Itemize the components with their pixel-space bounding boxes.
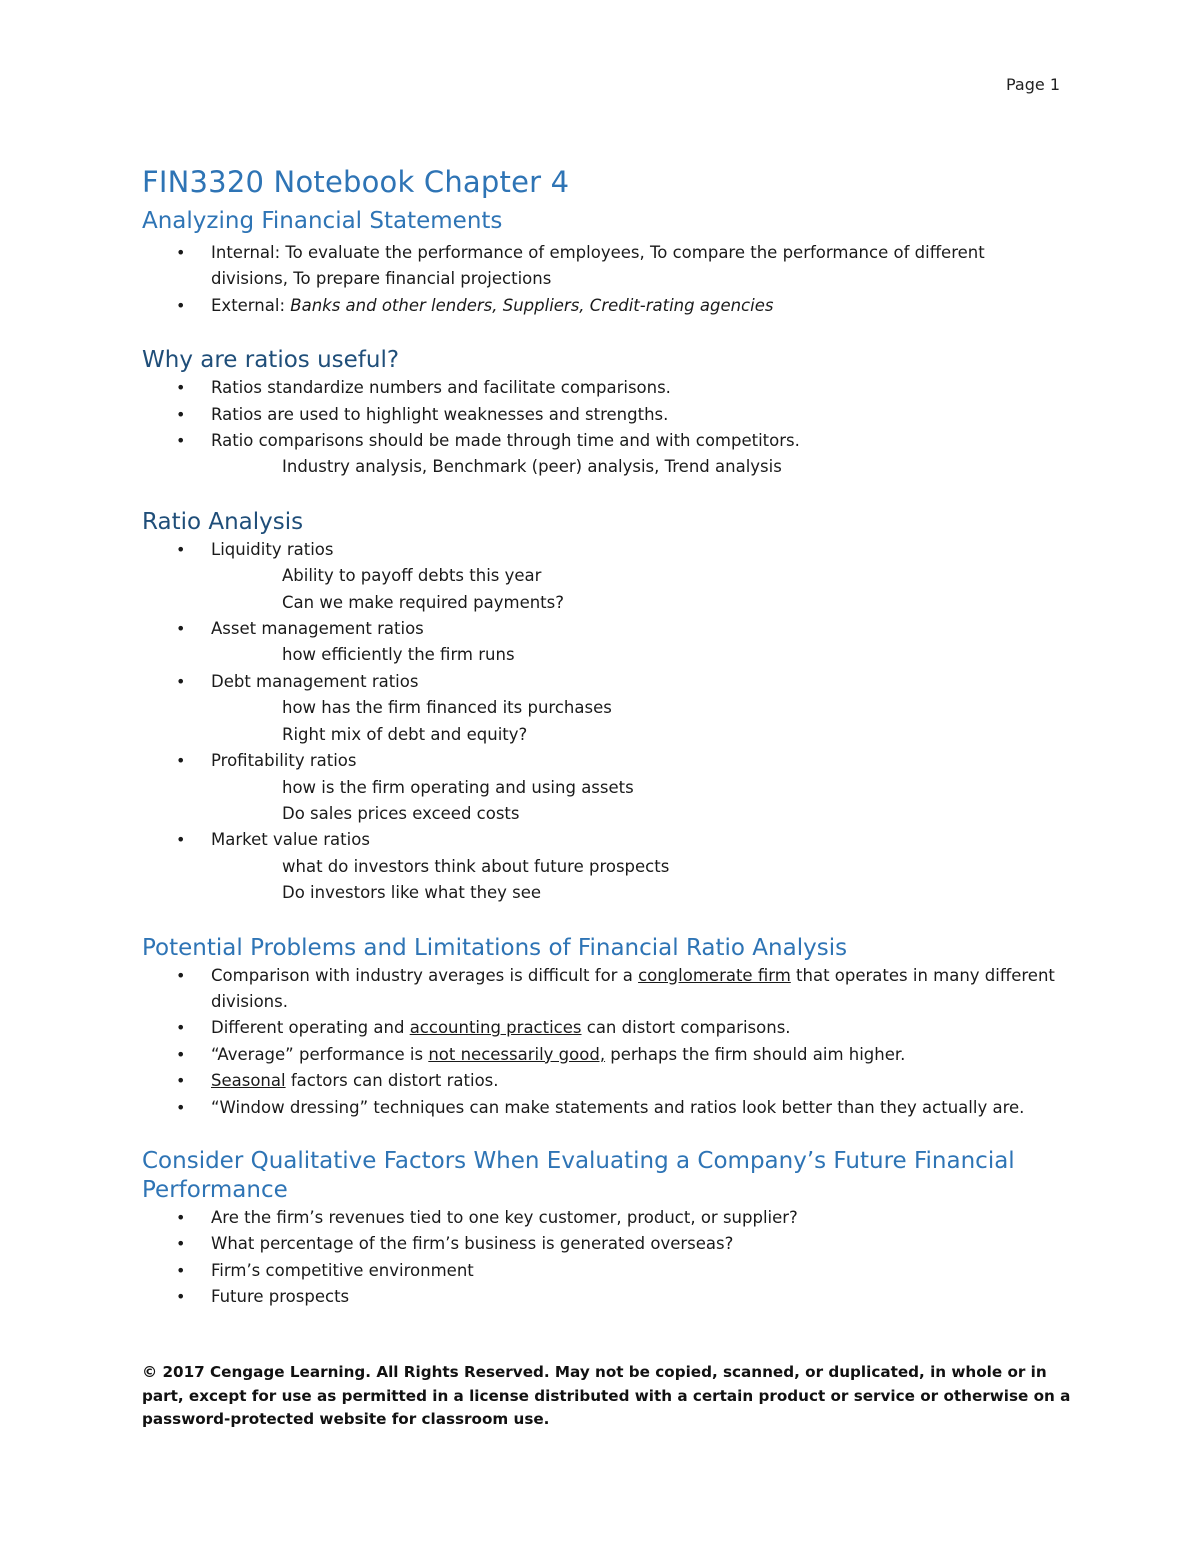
section-heading-why: Why are ratios useful? — [142, 347, 400, 374]
list-item-text-post: that operates in many different divisions. — [211, 965, 1055, 1011]
list-item-text: Firm’s competitive environment — [211, 1260, 474, 1280]
bullet-icon: • — [176, 539, 186, 559]
sub-item: Industry analysis, Benchmark (peer) analysis, Trend analysis — [282, 457, 782, 477]
list-item-text-post: perhaps the firm should aim higher. — [605, 1044, 906, 1064]
sub-item: what do investors think about future prospects — [282, 856, 670, 876]
list-item — [142, 827, 1062, 906]
bullet-icon: • — [176, 1018, 186, 1038]
bullet-icon: • — [176, 965, 186, 985]
copyright-footer: © 2017 Cengage Learning. All Rights Reserved. May not be copied, scanned, or duplicated, in whole or in part, except for use as permitted in a license distributed with a certain product or service or otherwise on a password-protected website for classroom use. — [142, 1363, 1071, 1428]
sub-item: how efficiently the firm runs — [282, 645, 515, 665]
list-item — [142, 1015, 1062, 1041]
bullet-icon: • — [176, 431, 186, 451]
sub-item-list — [211, 775, 1062, 828]
list-item — [142, 293, 1062, 319]
section-heading-ratio-analysis: Ratio Analysis — [142, 508, 304, 535]
bullet-icon: • — [176, 830, 186, 850]
bullet-icon: • — [176, 671, 186, 691]
section-heading-qualitative: Consider Qualitative Factors When Evaluating a Company’s Future Financial Performance — [142, 1147, 1015, 1203]
list-item-text-post: can distort comparisons. — [581, 1018, 791, 1038]
list-item-text-pre: Comparison with industry averages is difficult for a — [211, 965, 639, 985]
bullet-icon: • — [176, 1260, 186, 1280]
list-item-text-pre: Different operating and — [211, 1018, 410, 1038]
list-item-text: Liquidity ratios — [211, 539, 334, 559]
page-number: Page 1 — [1006, 75, 1060, 94]
list-item — [142, 1095, 1062, 1121]
document-title: FIN3320 Notebook Chapter 4 — [142, 165, 570, 199]
list-item-text: Asset management ratios — [211, 619, 424, 639]
list-item — [142, 1068, 1062, 1094]
list-item-text: Profitability ratios — [211, 751, 357, 771]
bullet-icon: • — [176, 295, 186, 315]
list-item — [142, 537, 1062, 616]
internal-label: Internal: — [211, 243, 286, 262]
list-item — [142, 428, 1062, 481]
list-item — [142, 748, 1062, 827]
sub-item-list — [211, 454, 1062, 480]
list-item-text: Ratios are used to highlight weaknesses and strengths. — [211, 404, 669, 424]
list-item-text-pre: “Average” performance is — [211, 1044, 429, 1064]
external-text: Banks and other lenders, Suppliers, Credit-rating agencies — [290, 295, 774, 315]
section-qualitative — [142, 1147, 1062, 1311]
sub-item: how has the firm financed its purchases — [282, 698, 612, 718]
section-heading-analyzing: Analyzing Financial Statements — [142, 208, 503, 234]
bullet-icon: • — [176, 1287, 186, 1307]
underlined-term: accounting practices — [409, 1018, 582, 1038]
list-item — [142, 963, 1062, 1016]
bullet-icon: • — [176, 619, 186, 639]
sub-item: Right mix of debt and equity? — [282, 724, 528, 744]
sub-item-list — [211, 642, 1062, 668]
problems-list — [142, 963, 1062, 1121]
bullet-icon: • — [176, 1207, 186, 1227]
list-item — [142, 669, 1062, 748]
underlined-term: Seasonal — [211, 1071, 286, 1091]
list-item — [142, 240, 1062, 293]
bullet-icon: • — [176, 404, 186, 424]
list-item — [142, 375, 1062, 401]
list-item-text: Future prospects — [211, 1287, 350, 1307]
ratio-analysis-list — [142, 537, 1062, 907]
list-item-text: What percentage of the firm’s business is generated overseas? — [211, 1234, 734, 1254]
list-item — [142, 1042, 1062, 1068]
list-item — [142, 1258, 1062, 1284]
analyzing-list — [142, 240, 1062, 319]
sub-item: Can we make required payments? — [282, 592, 565, 612]
section-ratio-analysis — [142, 507, 1062, 907]
list-item — [142, 1284, 1062, 1310]
list-item-text: “Window dressing” techniques can make statements and ratios look better than they actually are. — [211, 1097, 1025, 1117]
list-item-text: Debt management ratios — [211, 671, 419, 691]
external-label: External: — [211, 295, 291, 315]
list-item — [142, 402, 1062, 428]
bullet-icon: • — [176, 1044, 186, 1064]
sub-item-list — [211, 563, 1062, 616]
section-analyzing — [142, 202, 1062, 319]
bullet-icon: • — [176, 378, 186, 398]
bullet-icon: • — [176, 1071, 186, 1091]
underlined-term: conglomerate firm — [638, 965, 791, 985]
bullet-icon: • — [176, 1234, 186, 1254]
list-item-text: Are the firm’s revenues tied to one key customer, product, or supplier? — [211, 1207, 798, 1227]
bullet-icon: • — [176, 1097, 186, 1117]
sub-item: Do investors like what they see — [282, 883, 542, 903]
section-heading-problems: Potential Problems and Limitations of Financial Ratio Analysis — [142, 934, 848, 961]
list-item-text-post: factors can distort ratios. — [285, 1071, 499, 1091]
section-problems — [142, 933, 1062, 1121]
section-why — [142, 345, 1062, 481]
sub-item: Ability to payoff debts this year — [282, 566, 542, 586]
why-list — [142, 375, 1062, 481]
sub-item-list — [211, 854, 1062, 907]
sub-item: Do sales prices exceed costs — [282, 803, 520, 823]
qualitative-list — [142, 1205, 1062, 1311]
sub-item: how is the firm operating and using assets — [282, 777, 634, 797]
sub-item-list — [211, 695, 1062, 748]
internal-text: To evaluate the performance of employees, To compare the performance of different divisions, To prepare financial projections — [211, 243, 985, 289]
underlined-term: not necessarily good, — [428, 1044, 606, 1064]
list-item-text: Market value ratios — [211, 830, 370, 850]
document-content — [142, 162, 1062, 1337]
list-item — [142, 616, 1062, 669]
list-item — [142, 1231, 1062, 1257]
list-item-text: Ratios standardize numbers and facilitate comparisons. — [211, 378, 671, 398]
bullet-icon: • — [176, 751, 186, 771]
bullet-icon: • — [176, 243, 186, 262]
list-item-text: Ratio comparisons should be made through time and with competitors. — [211, 431, 800, 451]
list-item — [142, 1205, 1062, 1231]
